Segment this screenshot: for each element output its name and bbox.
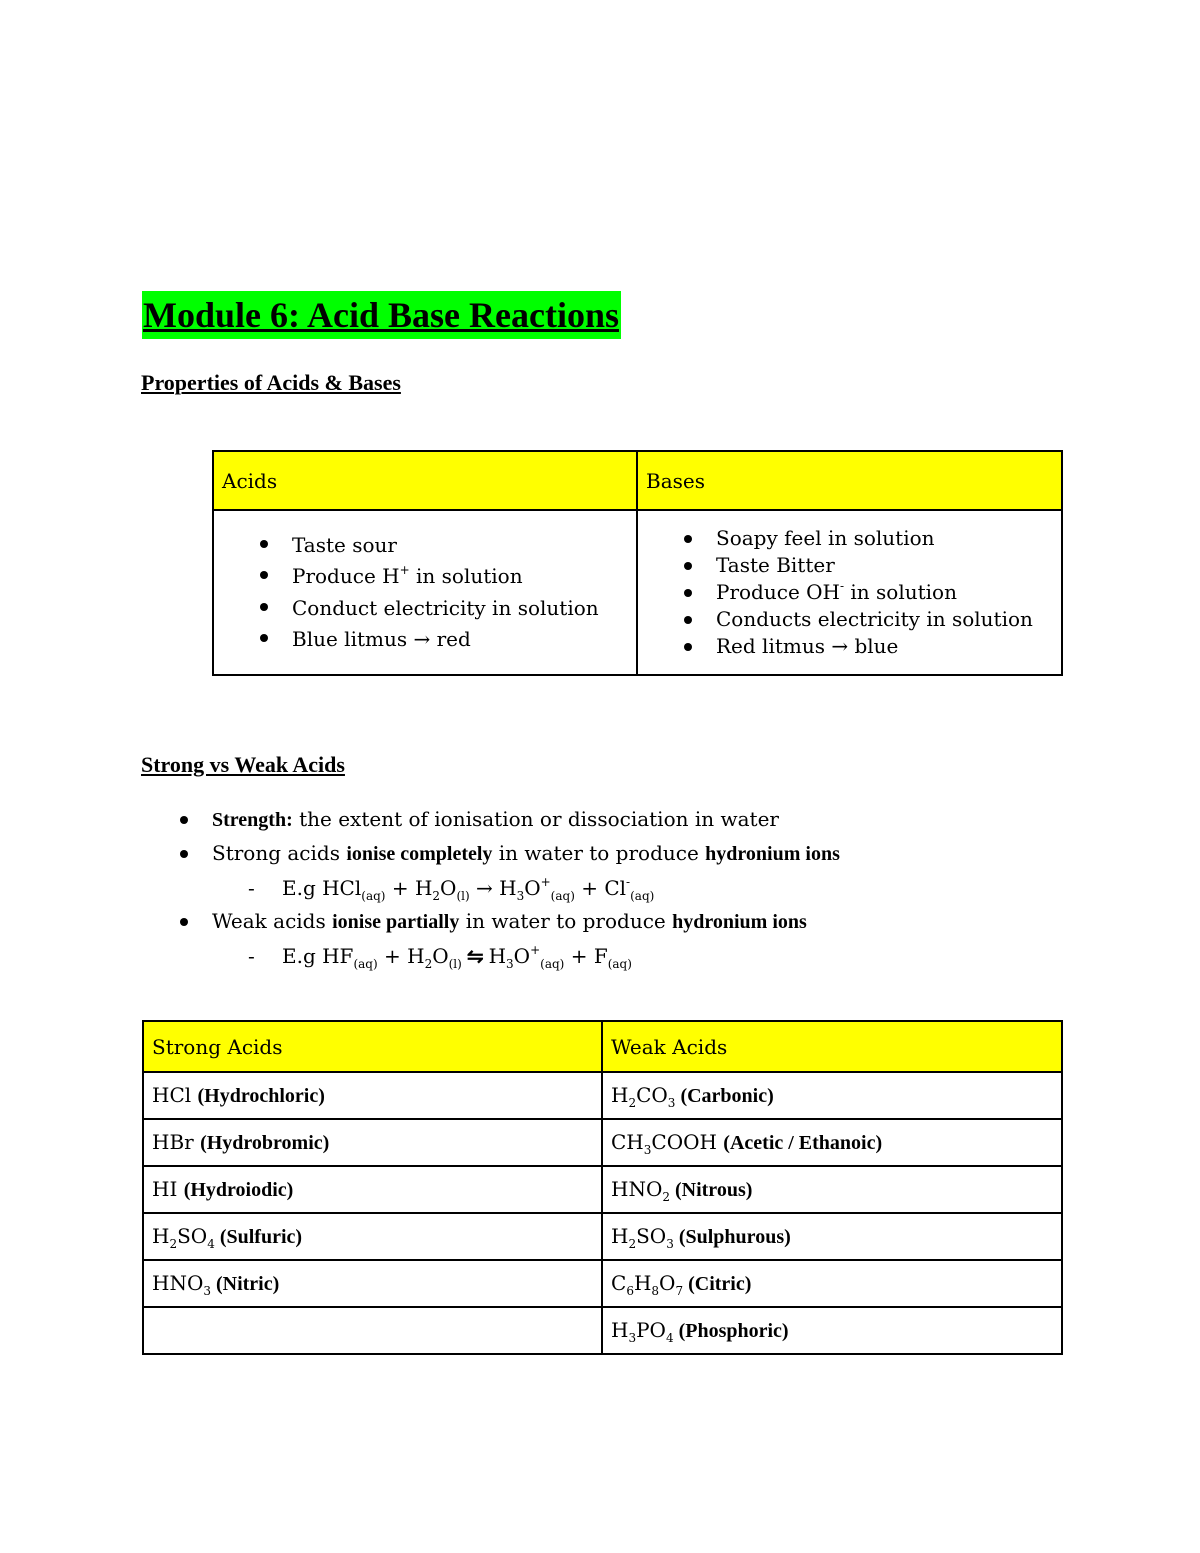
- eq-text: O: [440, 876, 457, 900]
- formula: SO: [636, 1224, 667, 1248]
- list-item: [638, 579, 1061, 606]
- list-item: [638, 633, 1061, 660]
- formula: H: [611, 1083, 629, 1107]
- properties-table: [212, 450, 1063, 676]
- table-row: [143, 1166, 1062, 1213]
- property-text: Taste Bitter: [716, 553, 835, 577]
- strong-acid-cell: [143, 1260, 602, 1307]
- superscript: +: [399, 563, 410, 577]
- acids-header-cell: [213, 451, 637, 510]
- acid-name: (Phosphoric): [673, 1320, 789, 1342]
- formula: H: [633, 1271, 652, 1295]
- formula: HCl: [152, 1083, 198, 1107]
- weak-acid-cell: [602, 1119, 1062, 1166]
- acid-name: (Carbonic): [675, 1085, 774, 1107]
- table-row: [143, 1119, 1062, 1166]
- acid-name: (Sulfuric): [214, 1226, 303, 1248]
- strength-notes: [142, 803, 1042, 974]
- strong-acid-cell-empty: [143, 1307, 602, 1354]
- subscript: (aq): [540, 957, 565, 971]
- note-text: Weak acids: [212, 909, 333, 933]
- note-text: in water to produce: [459, 909, 673, 933]
- formula: HNO: [611, 1177, 663, 1201]
- subscript: (aq): [353, 957, 378, 971]
- formula: CH: [611, 1130, 644, 1154]
- strong-acid-cell: [143, 1213, 602, 1260]
- eq-text: + H: [377, 944, 425, 968]
- subscript: 3: [516, 889, 525, 903]
- weak-acid-cell: [602, 1072, 1062, 1119]
- formula: HNO: [152, 1271, 204, 1295]
- acid-name: (Acetic / Ethanoic): [723, 1132, 883, 1154]
- table-row: [143, 1307, 1062, 1354]
- acid-name: (Hydroiodic): [183, 1179, 294, 1201]
- term: Strength:: [212, 809, 293, 831]
- table-row: [143, 1260, 1062, 1307]
- strong-acids-header-cell: [143, 1021, 602, 1072]
- equation-weak: [142, 939, 1042, 974]
- subscript: 2: [432, 889, 441, 903]
- strength-list: [142, 803, 1042, 871]
- list-item: [214, 624, 636, 656]
- formula: H: [152, 1224, 170, 1248]
- dash-bullet: -: [248, 876, 255, 900]
- equilibrium-arrow: ⇋: [461, 946, 489, 968]
- property-text: Produce OH: [716, 580, 840, 604]
- acid-name: (Nitric): [210, 1273, 280, 1295]
- acids-properties-cell: [213, 510, 637, 675]
- bases-header-cell: [637, 451, 1062, 510]
- eq-text: O: [524, 876, 541, 900]
- eq-text: H: [488, 944, 507, 968]
- acid-name: (Hydrobromic): [200, 1132, 330, 1154]
- subscript: (aq): [607, 957, 632, 971]
- list-item: [142, 837, 1042, 871]
- subscript: (aq): [361, 889, 386, 903]
- weak-acid-cell: [602, 1260, 1062, 1307]
- definition-text: the extent of ionisation or dissociation in water: [292, 807, 779, 831]
- formula: C: [611, 1271, 627, 1295]
- list-item: [214, 561, 636, 593]
- property-text: Taste sour: [292, 532, 397, 557]
- equation-strong: [142, 871, 1042, 905]
- property-text: Red litmus → blue: [716, 634, 899, 658]
- property-text: Produce H: [292, 564, 400, 588]
- weak-acids-header: Weak Acids: [611, 1034, 728, 1059]
- subscript: 3: [666, 1237, 674, 1251]
- strong-acids-header: Strong Acids: [152, 1034, 283, 1059]
- formula: CO: [636, 1083, 668, 1107]
- strong-weak-acids-table: [142, 1020, 1063, 1355]
- dash-bullet: -: [248, 944, 255, 968]
- subscript: (l): [456, 889, 470, 903]
- bases-property-list: [638, 525, 1061, 660]
- eq-text: → H: [469, 876, 517, 900]
- property-text: Conduct electricity in solution: [292, 595, 599, 620]
- formula: PO: [636, 1318, 666, 1342]
- emphasis: ionise completely: [346, 843, 493, 865]
- eq-text: E.g HCl: [282, 876, 362, 900]
- acids-header: Acids: [222, 468, 278, 493]
- acid-name: (Nitrous): [669, 1179, 753, 1201]
- subscript: 2: [628, 1237, 637, 1251]
- acid-name: (Hydrochloric): [197, 1085, 325, 1107]
- emphasis: ionise partially: [332, 911, 460, 933]
- eq-text: + Cl: [574, 876, 627, 900]
- page-title: Module 6: Acid Base Reactions: [142, 291, 621, 339]
- formula: H: [611, 1318, 629, 1342]
- subscript: 3: [628, 1331, 637, 1345]
- note-text: in water to produce: [492, 841, 706, 865]
- eq-text: + F: [564, 944, 608, 968]
- eq-text: O: [513, 944, 531, 968]
- list-item: [638, 525, 1061, 552]
- strength-list-2: [142, 905, 1042, 939]
- subscript: (aq): [550, 889, 575, 903]
- eq-text: + H: [385, 876, 433, 900]
- property-text: in solution: [844, 580, 957, 604]
- subscript: (aq): [630, 889, 655, 903]
- list-item: [214, 530, 636, 562]
- subscript: (l): [448, 957, 462, 971]
- eq-text: O: [432, 944, 449, 968]
- acid-name: (Sulphurous): [673, 1226, 791, 1248]
- weak-acid-cell: [602, 1213, 1062, 1260]
- acid-name: (Citric): [683, 1273, 752, 1295]
- weak-acid-cell: [602, 1166, 1062, 1213]
- superscript: -: [626, 875, 631, 889]
- superscript: +: [530, 943, 541, 957]
- emphasis: hydronium ions: [705, 843, 840, 865]
- weak-acids-header-cell: [602, 1021, 1062, 1072]
- weak-acid-cell: [602, 1307, 1062, 1354]
- bases-header: Bases: [646, 468, 705, 493]
- formula: H: [611, 1224, 629, 1248]
- table-row: [143, 1213, 1062, 1260]
- subscript: 3: [667, 1096, 676, 1110]
- note-text: Strong acids: [212, 841, 347, 865]
- list-item: [214, 593, 636, 625]
- acids-property-list: [214, 530, 636, 656]
- subscript: 3: [203, 1284, 211, 1298]
- property-text: Blue litmus → red: [292, 627, 471, 651]
- section-heading-properties: Properties of Acids & Bases: [141, 370, 401, 395]
- table-row: [143, 1072, 1062, 1119]
- subscript: 2: [424, 957, 433, 971]
- emphasis: hydronium ions: [672, 911, 807, 933]
- subscript: 3: [506, 957, 514, 971]
- property-text: Soapy feel in solution: [716, 526, 935, 550]
- formula: HBr: [152, 1130, 201, 1154]
- subscript: 4: [207, 1237, 215, 1251]
- property-text: Conducts electricity in solution: [716, 607, 1033, 631]
- subscript: 8: [651, 1284, 660, 1298]
- subscript: 2: [628, 1096, 637, 1110]
- strong-acid-cell: [143, 1166, 602, 1213]
- strong-acid-cell: [143, 1119, 602, 1166]
- formula: COOH: [651, 1130, 724, 1154]
- list-item: [638, 552, 1061, 579]
- eq-text: E.g HF: [282, 944, 354, 968]
- superscript: -: [839, 579, 845, 593]
- bases-properties-cell: [637, 510, 1062, 675]
- strong-acid-cell: [143, 1072, 602, 1119]
- formula: O: [659, 1271, 676, 1295]
- formula: HI: [152, 1177, 184, 1201]
- formula: SO: [177, 1224, 208, 1248]
- list-item: [142, 803, 1042, 837]
- superscript: +: [540, 875, 551, 889]
- subscript: 4: [665, 1331, 674, 1345]
- list-item: [142, 905, 1042, 939]
- subscript: 2: [169, 1237, 178, 1251]
- subscript: 3: [643, 1143, 652, 1157]
- list-item: [638, 606, 1061, 633]
- subscript: 6: [626, 1284, 634, 1298]
- subscript: 7: [675, 1284, 684, 1298]
- property-text: in solution: [409, 564, 523, 588]
- section-heading-strong-vs-weak: Strong vs Weak Acids: [141, 752, 345, 777]
- subscript: 2: [662, 1190, 670, 1204]
